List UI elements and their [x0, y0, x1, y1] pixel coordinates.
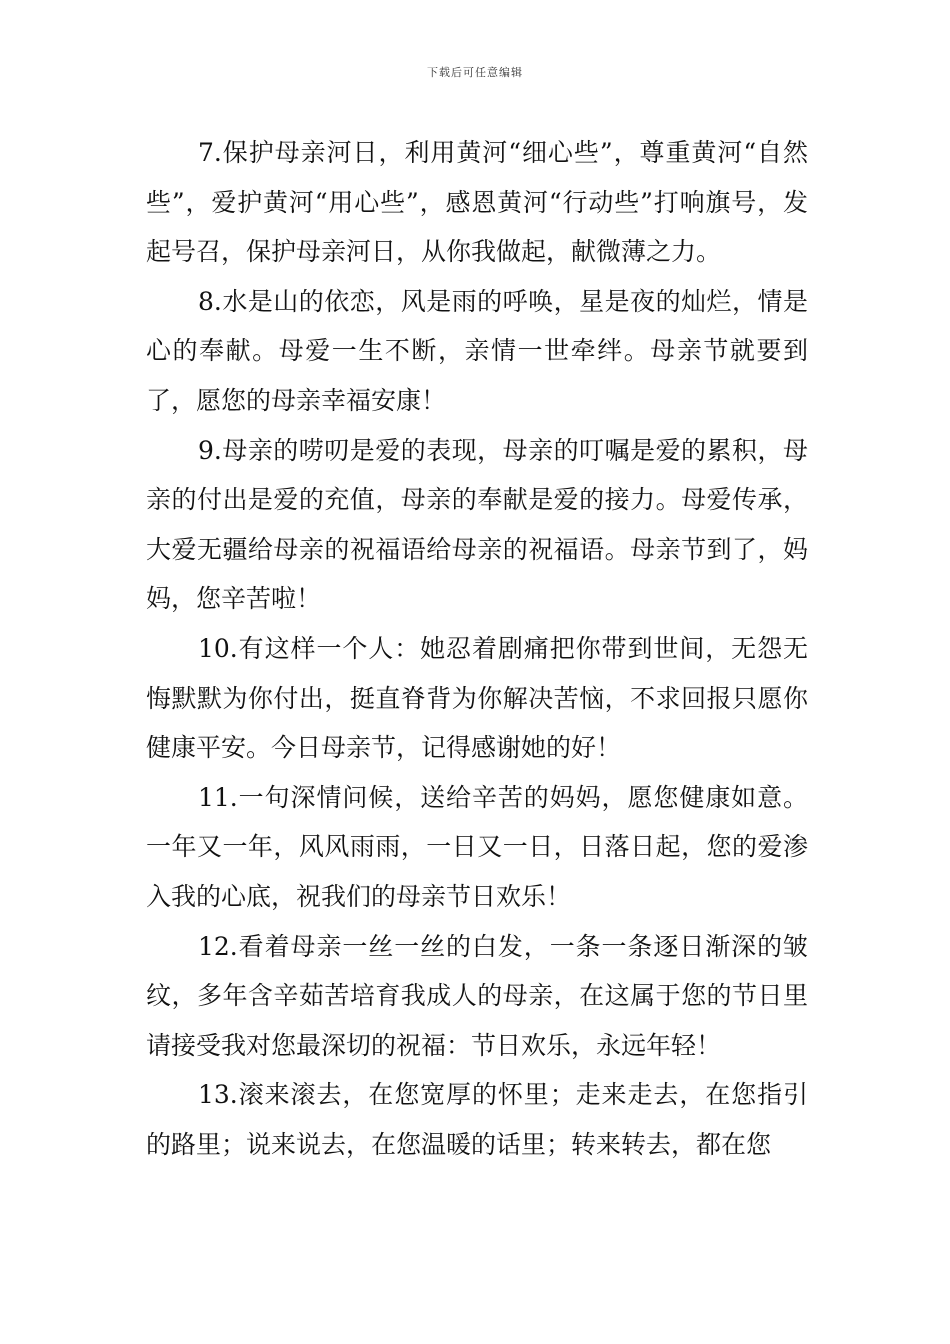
- paragraph-10: 10.有这样一个人：她忍着剧痛把你带到世间，无怨无悔默默为你付出，挺直脊背为你解决苦恼，不求回报只愿你健康平安。今日母亲节，记得感谢她的好！: [146, 633, 808, 763]
- paragraph-11: 11.一句深情问候，送给辛苦的妈妈，愿您健康如意。一年又一年，风风雨雨，一日又一日，日落日起，您的爱渗入我的心底，祝我们的母亲节日欢乐！: [146, 782, 808, 911]
- paragraph-8: 8.水是山的依恋，风是雨的呼唤，星是夜的灿烂，情是心的奉献。母爱一生不断，亲情一世牵绊。母亲节就要到了，愿您的母亲幸福安康！: [146, 286, 808, 415]
- page-header-note: 下载后可任意编辑: [427, 66, 523, 79]
- paragraph-13: 13.滚来滚去，在您宽厚的怀里；走来走去，在您指引的路里；说来说去，在您温暖的话里；转来转去，都在您: [146, 1080, 808, 1159]
- paragraph-12: 12.看着母亲一丝一丝的白发，一条一条逐日渐深的皱纹，多年含辛茹苦培育我成人的母亲，在这属于您的节日里请接受我对您最深切的祝福：节日欢乐，永远年轻！: [146, 931, 808, 1060]
- document-body: [146, 128, 808, 1169]
- paragraph-9: 9.母亲的唠叨是爱的表现，母亲的叮嘱是爱的累积，母亲的付出是爱的充值，母亲的奉献是爱的接力。母爱传承，大爱无疆给母亲的祝福语给母亲的祝福语。母亲节到了，妈妈，您辛苦啦！: [146, 435, 808, 614]
- paragraph-7: 7.保护母亲河日，利用黄河“细心些”，尊重黄河“自然些”，爱护黄河“用心些”，感恩黄河“行动些”打响旗号，发起号召，保护母亲河日，从你我做起，献微薄之力。: [146, 138, 808, 267]
